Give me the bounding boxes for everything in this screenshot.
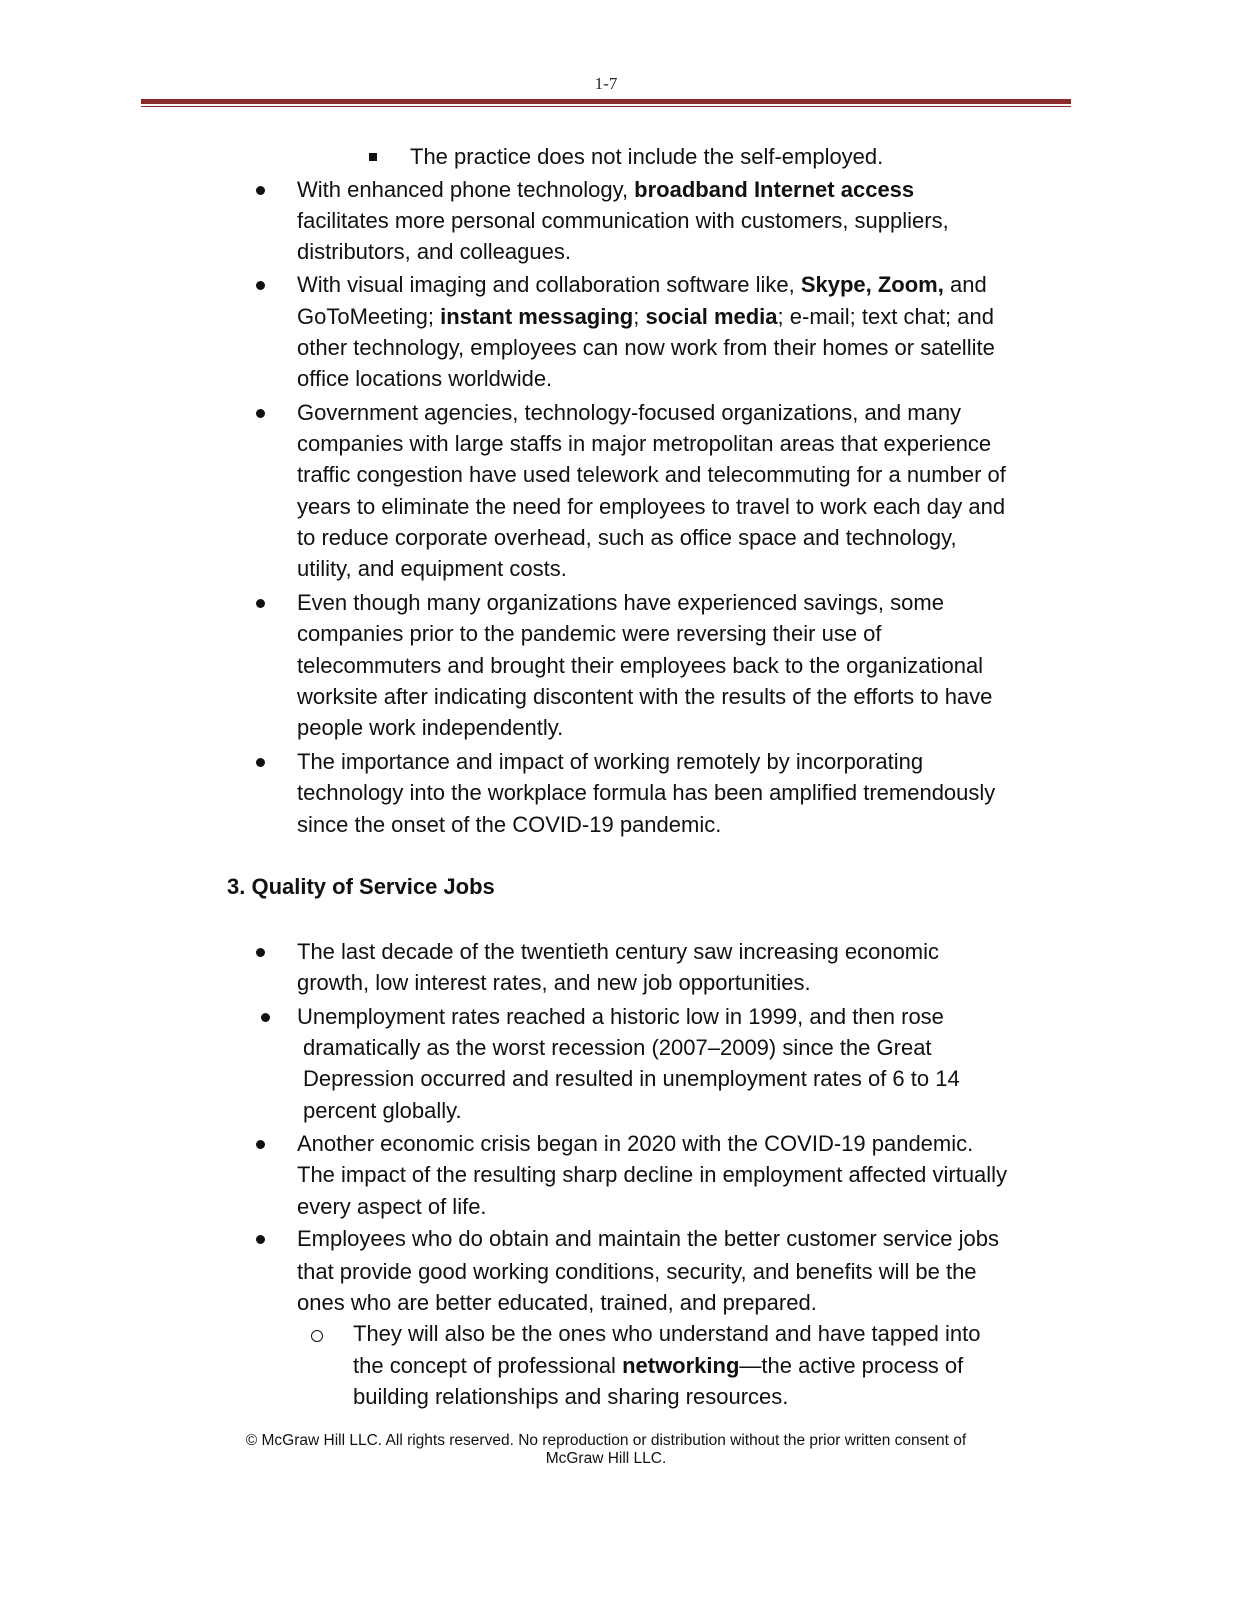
text-line: facilitates more personal communication with customers, suppliers, (297, 208, 949, 233)
bullet-icon (256, 599, 265, 608)
text-line: dramatically as the worst recession (2007–2009) since the Great (303, 1035, 932, 1060)
copyright-footer-line2: McGraw Hill LLC. (545, 1450, 667, 1467)
text-line: the concept of professional networking—the active process of (353, 1353, 964, 1378)
text-line: to reduce corporate overhead, such as office space and technology, (297, 525, 957, 550)
bullet-icon (256, 409, 265, 418)
copyright-footer: © McGraw Hill LLC. All rights reserved. No reproduction or distribution without the prior written consent of (245, 1432, 967, 1449)
text-line: people work independently. (297, 715, 564, 740)
text-line: technology into the workplace formula has been amplified tremendously (297, 780, 996, 805)
text-line: companies prior to the pandemic were reversing their use of (297, 621, 882, 646)
text-line: The last decade of the twentieth century saw increasing economic (297, 939, 940, 964)
text-line: With enhanced phone technology, broadband Internet access (297, 177, 915, 202)
text-line: every aspect of life. (297, 1194, 487, 1219)
text-line: utility, and equipment costs. (297, 556, 567, 581)
bullet-icon (256, 1235, 265, 1244)
text-line: building relationships and sharing resources. (353, 1384, 789, 1409)
text-line: telecommuters and brought their employees back to the organizational (297, 653, 984, 678)
text-line: The practice does not include the self-employed. (410, 144, 884, 169)
text-line: traffic congestion have used telework and telecommuting for a number of (297, 462, 1006, 487)
text-line: Unemployment rates reached a historic low in 1999, and then rose (297, 1004, 944, 1029)
text-line: The importance and impact of working remotely by incorporating (297, 749, 924, 774)
text-line: years to eliminate the need for employees to travel to work each day and (297, 494, 1006, 519)
text-line: Even though many organizations have experienced savings, some (297, 590, 944, 615)
text-line: that provide good working conditions, security, and benefits will be the (297, 1259, 977, 1284)
text-line: worksite after indicating discontent with the results of the efforts to have (297, 684, 993, 709)
text-line: Depression occurred and resulted in unemployment rates of 6 to 14 (303, 1066, 960, 1091)
header-rule-thick (141, 99, 1071, 104)
text-line: Employees who do obtain and maintain the better customer service jobs (297, 1226, 999, 1251)
bullet-icon (256, 1140, 265, 1149)
text-line: other technology, employees can now work from their homes or satellite (297, 335, 995, 360)
text-line: companies with large staffs in major metropolitan areas that experience (297, 431, 992, 456)
bullet-icon (256, 948, 265, 957)
bullet-icon (261, 1013, 270, 1022)
page-number: 1-7 (594, 74, 618, 93)
header-rule-thin (141, 106, 1071, 107)
text-line: distributors, and colleagues. (297, 239, 571, 264)
text-line: Government agencies, technology-focused organizations, and many (297, 400, 962, 425)
text-line: Another economic crisis began in 2020 with the COVID-19 pandemic. (297, 1131, 974, 1156)
text-line: office locations worldwide. (297, 366, 553, 391)
square-bullet-icon (369, 153, 377, 161)
circle-bullet-icon (311, 1330, 323, 1342)
text-line: percent globally. (303, 1098, 462, 1123)
text-line: growth, low interest rates, and new job opportunities. (297, 970, 811, 995)
text-line: ones who are better educated, trained, and prepared. (297, 1290, 817, 1315)
text-line: They will also be the ones who understand and have tapped into (353, 1321, 981, 1346)
bullet-icon (256, 758, 265, 767)
text-line: GoToMeeting; instant messaging; social media; e-mail; text chat; and (297, 304, 994, 329)
text-line: The impact of the resulting sharp decline in employment affected virtually (297, 1162, 1008, 1187)
text-line: since the onset of the COVID-19 pandemic. (297, 812, 722, 837)
bullet-icon (256, 281, 265, 290)
text-line: With visual imaging and collaboration software like, Skype, Zoom, and (297, 272, 987, 297)
section-heading: 3. Quality of Service Jobs (227, 874, 495, 899)
bullet-icon (256, 186, 265, 195)
